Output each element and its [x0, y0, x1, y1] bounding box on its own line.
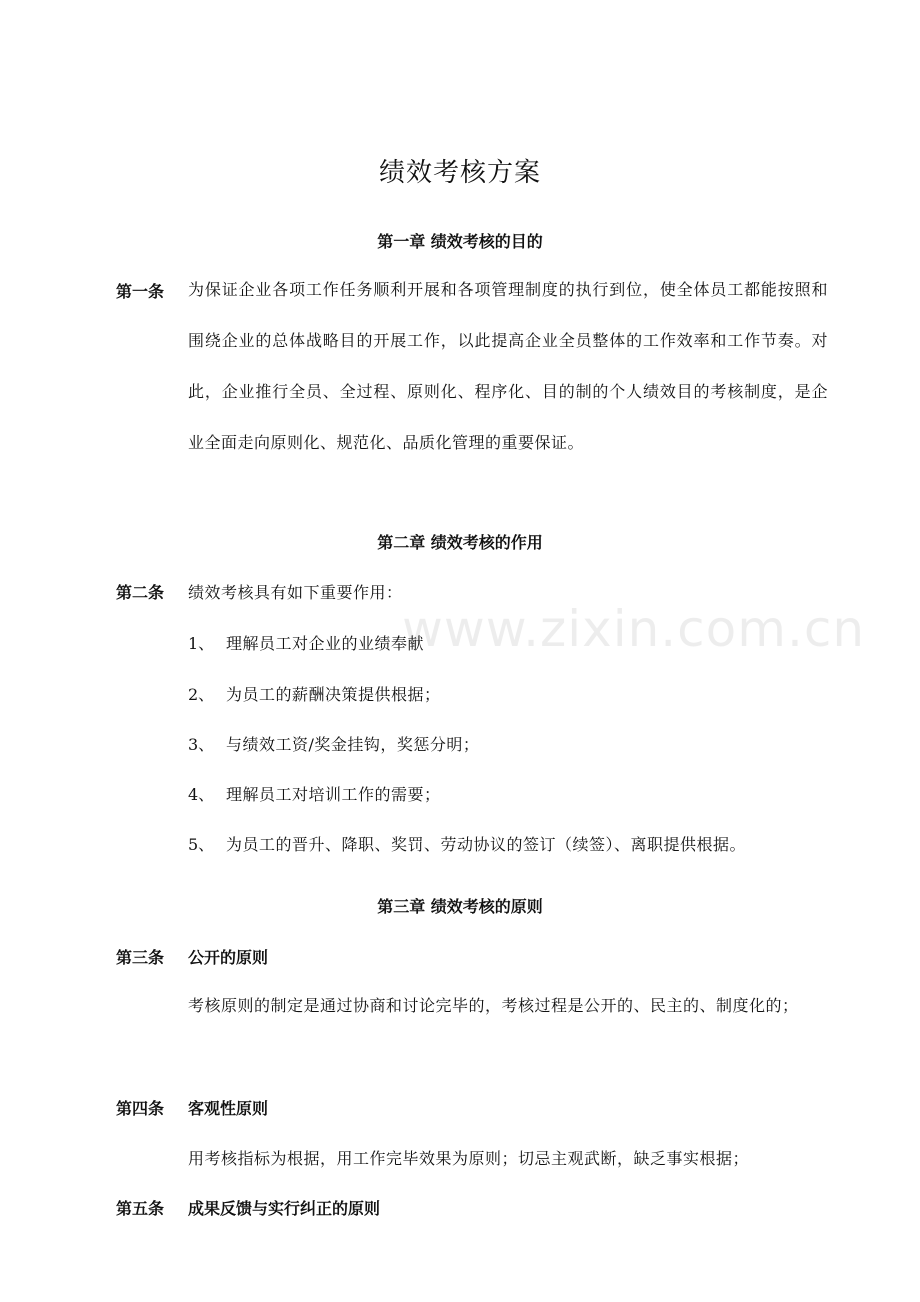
article-4-text: 用考核指标为根据，用工作完毕效果为原则；切忌主观武断，缺乏事实根据；: [188, 1149, 750, 1168]
article-2-intro: 绩效考核具有如下重要作用：: [188, 583, 403, 602]
list-item-number: 2、: [188, 685, 215, 704]
article-label: 第三条: [116, 948, 165, 967]
list-item-number: 4、: [188, 785, 215, 804]
chapter-heading: 第二章 绩效考核的作用: [377, 533, 543, 552]
article-heading: 公开的原则: [188, 948, 269, 967]
list-item-number: 5、: [188, 835, 215, 854]
list-item-number: 1、: [188, 634, 215, 653]
list-item: 理解员工对培训工作的需要；: [226, 785, 441, 804]
article-1-text: 为保证企业各项工作任务顺利开展和各项管理制度的执行到位，使全体员工都能按照和围绕企业的总体战略目的开展工作，以此提高企业全员整体的工作效率和工作节奏。对此，企业推行全员、全过程、原则化、程序化、目的制的个人绩效目的考核制度，是企业全面走向原则化、规范化、品质化管理的重要保证。: [188, 280, 828, 452]
article-heading: 成果反馈与实行纠正的原则: [188, 1199, 381, 1218]
document-title: 绩效考核方案: [378, 158, 541, 188]
list-item: 理解员工对企业的业绩奉献: [226, 634, 425, 653]
article-label: 第一条: [116, 282, 165, 301]
chapter-heading: 第三章 绩效考核的原则: [377, 897, 543, 916]
article-label: 第二条: [116, 583, 165, 602]
list-item: 为员工的晋升、降职、奖罚、劳动协议的签订（续签）、离职提供根据。: [226, 835, 747, 854]
article-3-text: 考核原则的制定是通过协商和讨论完毕的，考核过程是公开的、民主的、制度化的；: [188, 996, 799, 1015]
chapter-heading: 第一章 绩效考核的目的: [377, 232, 543, 251]
article-label: 第五条: [116, 1199, 165, 1218]
list-item: 为员工的薪酬决策提供根据；: [226, 685, 441, 704]
watermark: www.zixin.com.cn: [402, 600, 866, 658]
list-item-number: 3、: [188, 735, 215, 754]
article-heading: 客观性原则: [188, 1099, 269, 1118]
article-label: 第四条: [116, 1099, 165, 1118]
list-item: 与绩效工资/奖金挂钩，奖惩分明；: [226, 735, 480, 754]
